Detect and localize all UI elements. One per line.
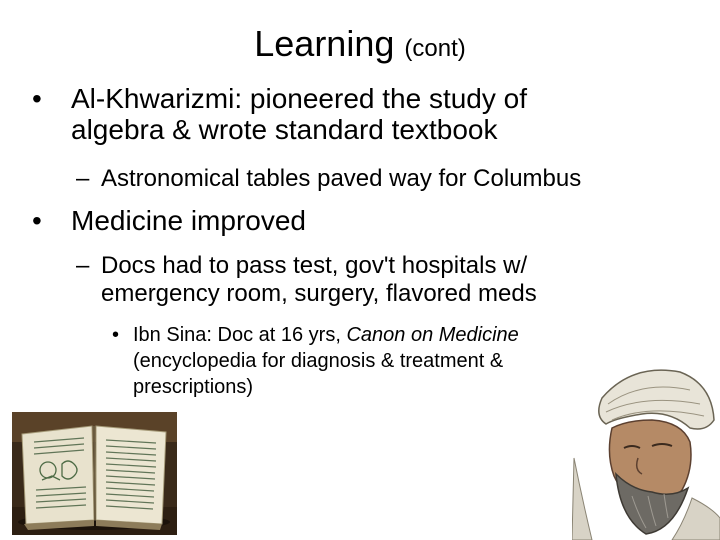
ibn-sina-portrait-icon bbox=[572, 358, 720, 540]
subsubbullet-line-2: (encyclopedia for diagnosis & treatment & bbox=[133, 350, 504, 372]
bullet-dot: • bbox=[32, 83, 42, 114]
ibn-sina-lead: Ibn Sina: Doc at 16 yrs, bbox=[133, 324, 341, 346]
subsubbullet-line-1 bbox=[133, 322, 519, 348]
bullet-dot: • bbox=[112, 324, 120, 346]
bullet-line-1: Al-Khwarizmi: pioneered the study of bbox=[71, 83, 527, 114]
slide-title bbox=[0, 22, 720, 71]
bullet-text: Medicine improved bbox=[71, 205, 306, 236]
title-main: Learning bbox=[254, 23, 395, 64]
bullet-dash: – bbox=[76, 165, 90, 192]
subbullet-astronomical-tables bbox=[76, 165, 581, 193]
bullet-text bbox=[71, 83, 527, 145]
bullet-line-2: algebra & wrote standard textbook bbox=[71, 114, 498, 145]
subbullet-line-1: Docs had to pass test, gov't hospitals w/ bbox=[101, 252, 528, 279]
subsubbullet-line-3: prescriptions) bbox=[133, 376, 254, 398]
open-manuscript-book-icon bbox=[12, 412, 177, 535]
subbullet-docs bbox=[76, 252, 537, 308]
bullet-dot: • bbox=[32, 205, 42, 236]
bullet-al-khwarizmi bbox=[32, 83, 527, 145]
subsubbullet-ibn-sina bbox=[112, 322, 519, 400]
subbullet-text bbox=[101, 252, 537, 308]
subsubbullet-text bbox=[133, 322, 519, 400]
title-sub: (cont) bbox=[404, 35, 466, 62]
subbullet-text: Astronomical tables paved way for Columbus bbox=[101, 165, 582, 192]
bullet-dash: – bbox=[76, 252, 90, 279]
canon-title: Canon on Medicine bbox=[346, 324, 519, 346]
subbullet-line-2: emergency room, surgery, flavored meds bbox=[101, 280, 537, 307]
bullet-medicine bbox=[32, 205, 306, 236]
